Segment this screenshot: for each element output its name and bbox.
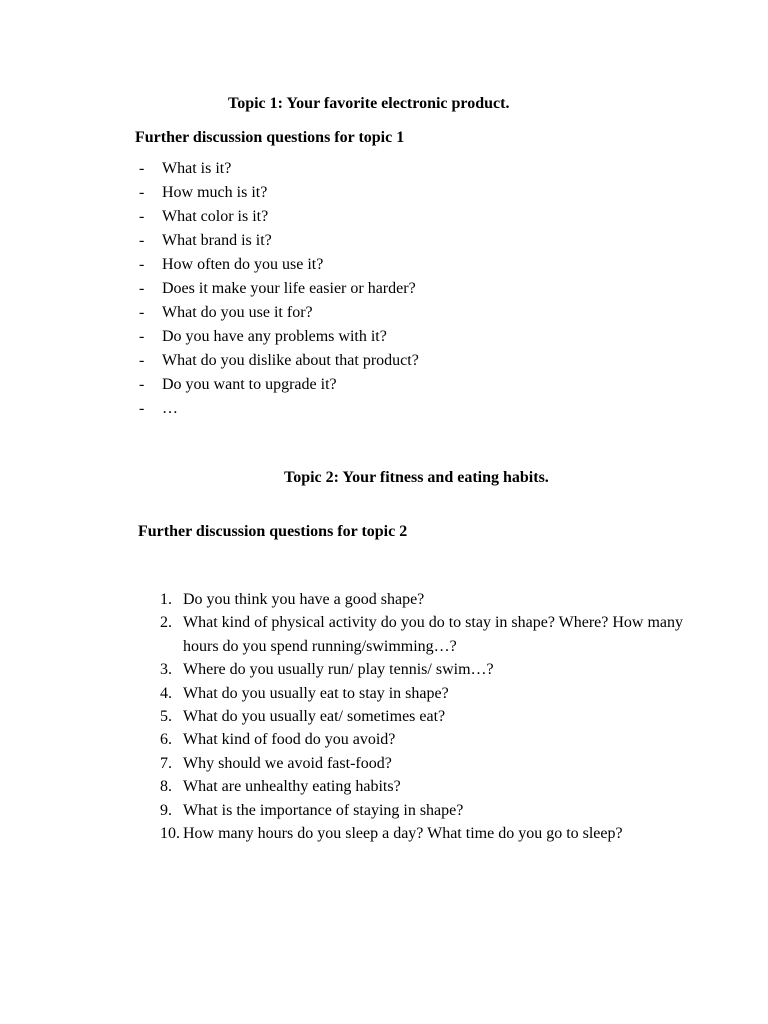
question-text: Do you have any problems with it? (162, 328, 387, 345)
bullet-dash: - (139, 208, 145, 225)
list-item (139, 374, 419, 398)
item-number: 8. (160, 778, 172, 796)
topic-1-title: Topic 1: Your favorite electronic product. (228, 95, 510, 112)
topic-1-question-list (139, 158, 419, 422)
item-number: 6. (160, 731, 172, 749)
question-text: … (162, 400, 178, 417)
list-item (139, 278, 419, 302)
bullet-dash: - (139, 352, 145, 369)
question-text: What are unhealthy eating habits? (183, 778, 401, 796)
question-text: How often do you use it? (162, 256, 324, 273)
question-text: What kind of physical activity do you do to stay in shape? Where? How many hours do you spend running/swimming…? (183, 614, 684, 655)
question-text: What do you use it for? (162, 304, 313, 321)
list-item (160, 658, 720, 681)
list-item (160, 822, 720, 845)
item-number: 10. (160, 825, 180, 843)
list-item (160, 799, 720, 822)
list-item (139, 206, 419, 230)
list-item (139, 302, 419, 326)
item-number: 2. (160, 614, 172, 632)
list-item (160, 775, 720, 798)
item-number: 3. (160, 661, 172, 679)
list-item (160, 752, 720, 775)
item-number: 9. (160, 801, 172, 819)
question-text: Does it make your life easier or harder? (162, 280, 416, 297)
list-item (139, 158, 419, 182)
list-item (139, 350, 419, 374)
question-text: What do you dislike about that product? (162, 352, 419, 369)
topic-2-subtitle: Further discussion questions for topic 2 (138, 523, 408, 540)
question-text: How many hours do you sleep a day? What time do you go to sleep? (183, 825, 623, 843)
topic-2-title: Topic 2: Your fitness and eating habits. (284, 469, 549, 486)
list-item (139, 398, 419, 422)
question-text: Do you think you have a good shape? (183, 591, 425, 608)
topic-2-question-list (160, 588, 720, 845)
list-item (139, 254, 419, 278)
list-item (160, 705, 720, 728)
bullet-dash: - (139, 256, 145, 273)
question-text: What brand is it? (162, 232, 272, 249)
bullet-dash: - (139, 184, 145, 201)
bullet-dash: - (139, 160, 145, 177)
bullet-dash: - (139, 304, 145, 321)
question-text: What do you usually eat to stay in shape? (183, 684, 449, 702)
bullet-dash: - (139, 400, 145, 417)
question-text: Do you want to upgrade it? (162, 376, 337, 393)
question-text: What kind of food do you avoid? (183, 731, 396, 749)
item-number: 7. (160, 754, 172, 772)
list-item (160, 682, 720, 705)
question-text: How much is it? (162, 184, 268, 201)
list-item (160, 728, 720, 751)
list-item (160, 588, 720, 611)
topic-1-subtitle: Further discussion questions for topic 1 (135, 129, 405, 146)
question-text: What do you usually eat/ sometimes eat? (183, 708, 446, 726)
list-item (139, 326, 419, 350)
bullet-dash: - (139, 280, 145, 297)
bullet-dash: - (139, 376, 145, 393)
list-item (139, 230, 419, 254)
list-item (139, 182, 419, 206)
item-number: 5. (160, 708, 172, 726)
question-text: What color is it? (162, 208, 269, 225)
question-text: Why should we avoid fast-food? (183, 754, 392, 772)
question-text: What is it? (162, 160, 232, 177)
question-text: What is the importance of staying in shape? (183, 801, 464, 819)
item-number: 1. (160, 591, 172, 608)
list-item (160, 611, 720, 658)
bullet-dash: - (139, 328, 145, 345)
item-number: 4. (160, 684, 172, 702)
bullet-dash: - (139, 232, 145, 249)
question-text: Where do you usually run/ play tennis/ swim…? (183, 661, 494, 679)
